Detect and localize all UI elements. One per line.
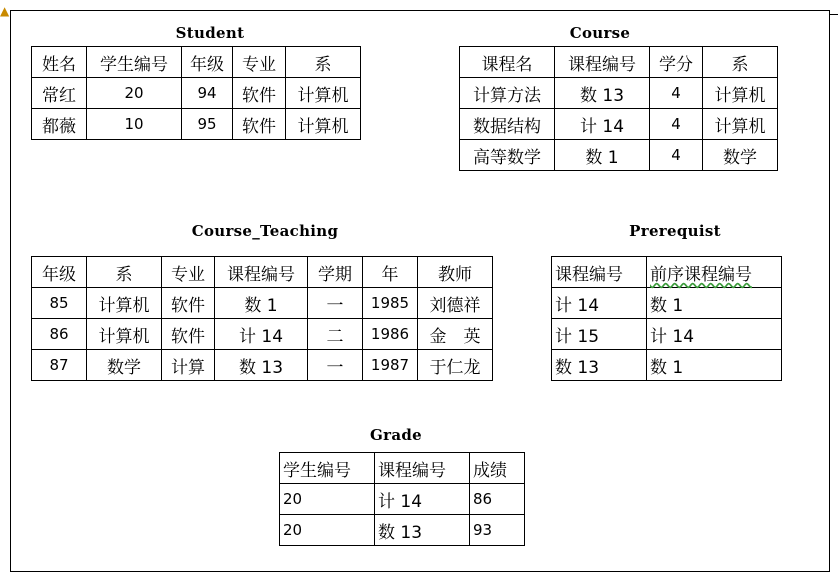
table-cell: 20 xyxy=(280,484,375,515)
table-header-cell: 年级 xyxy=(32,257,87,288)
table-row xyxy=(280,484,525,515)
course-table-title: Course xyxy=(569,24,631,42)
prerequist-table-title: Prerequist xyxy=(629,222,721,240)
table-cell: 数 13 xyxy=(215,350,308,381)
table-header-cell: 课程编号 xyxy=(555,47,650,78)
table-header-cell: 课程编号 xyxy=(552,257,647,288)
table-row xyxy=(552,319,782,350)
table-header-cell: 系 xyxy=(703,47,778,78)
table-cell: 一 xyxy=(308,288,363,319)
prerequist-table xyxy=(551,256,782,381)
table-cell: 数学 xyxy=(703,140,778,171)
table-header-cell: 年级 xyxy=(182,47,233,78)
table-cell: 计算机 xyxy=(286,109,361,140)
table-header-row xyxy=(32,47,361,78)
table-cell: 一 xyxy=(308,350,363,381)
table-cell: 计 14 xyxy=(647,319,782,350)
table-cell: 数 13 xyxy=(555,78,650,109)
table-cell: 计算机 xyxy=(703,109,778,140)
table-cell: 4 xyxy=(650,109,703,140)
table-row xyxy=(460,140,778,171)
table-header-text: 前序课程编号 xyxy=(650,264,752,285)
table-cell: 刘德祥 xyxy=(418,288,493,319)
table-header-cell: 专业 xyxy=(233,47,286,78)
table-cell: 数 13 xyxy=(552,350,647,381)
table-header-row xyxy=(552,257,782,288)
table-row xyxy=(460,78,778,109)
table-cell: 94 xyxy=(182,78,233,109)
table-header-cell: 学期 xyxy=(308,257,363,288)
table-cell: 93 xyxy=(470,515,525,546)
table-cell: 软件 xyxy=(233,109,286,140)
grade-table-title: Grade xyxy=(370,426,422,444)
table-header-cell: 教师 xyxy=(418,257,493,288)
table-row xyxy=(32,350,493,381)
table-cell: 计 14 xyxy=(555,109,650,140)
table-cell: 20 xyxy=(280,515,375,546)
table-row xyxy=(280,515,525,546)
table-header-cell: 成绩 xyxy=(470,453,525,484)
table-cell: 都薇 xyxy=(32,109,87,140)
table-cell: 4 xyxy=(650,78,703,109)
table-cell: 计 14 xyxy=(552,288,647,319)
table-cell: 20 xyxy=(87,78,182,109)
edge-marker xyxy=(830,14,838,15)
table-cell: 85 xyxy=(32,288,87,319)
table-cell: 计算机 xyxy=(286,78,361,109)
table-cell: 10 xyxy=(87,109,182,140)
table-cell: 软件 xyxy=(162,288,215,319)
table-cell: 1986 xyxy=(363,319,418,350)
table-row xyxy=(32,319,493,350)
table-cell: 二 xyxy=(308,319,363,350)
table-header-cell: 学生编号 xyxy=(87,47,182,78)
table-cell: 数 1 xyxy=(555,140,650,171)
table-cell: 计 14 xyxy=(215,319,308,350)
table-cell: 4 xyxy=(650,140,703,171)
table-header-cell: 学分 xyxy=(650,47,703,78)
course-teaching-table xyxy=(31,256,493,381)
table-row xyxy=(32,78,361,109)
table-row xyxy=(32,288,493,319)
table-cell: 计 15 xyxy=(552,319,647,350)
table-cell: 数 13 xyxy=(375,515,470,546)
table-cell: 于仁龙 xyxy=(418,350,493,381)
table-header-cell: 系 xyxy=(87,257,162,288)
table-cell: 金 英 xyxy=(418,319,493,350)
table-cell: 1985 xyxy=(363,288,418,319)
table-row xyxy=(32,109,361,140)
table-header-cell: 年 xyxy=(363,257,418,288)
table-cell: 86 xyxy=(32,319,87,350)
table-cell: 计算方法 xyxy=(460,78,555,109)
table-cell: 数 1 xyxy=(647,288,782,319)
table-cell: 软件 xyxy=(162,319,215,350)
table-header-row xyxy=(32,257,493,288)
table-header-cell xyxy=(647,257,782,288)
table-header-cell: 学生编号 xyxy=(280,453,375,484)
table-cell: 常红 xyxy=(32,78,87,109)
table-cell: 1987 xyxy=(363,350,418,381)
table-cell: 计算 xyxy=(162,350,215,381)
table-cell: 计算机 xyxy=(87,319,162,350)
table-header-cell: 系 xyxy=(286,47,361,78)
table-cell: 86 xyxy=(470,484,525,515)
table-row xyxy=(552,288,782,319)
course-teaching-table-title: Course_Teaching xyxy=(191,222,339,240)
table-header-cell: 课程名 xyxy=(460,47,555,78)
table-header-row xyxy=(460,47,778,78)
table-header-cell: 姓名 xyxy=(32,47,87,78)
grade-table xyxy=(279,452,525,546)
table-cell: 计算机 xyxy=(703,78,778,109)
table-cell: 数据结构 xyxy=(460,109,555,140)
table-cell: 计 14 xyxy=(375,484,470,515)
table-header-row xyxy=(280,453,525,484)
table-cell: 计算机 xyxy=(87,288,162,319)
table-cell: 95 xyxy=(182,109,233,140)
student-table-title: Student xyxy=(175,24,245,42)
student-table xyxy=(31,46,361,140)
table-cell: 数 1 xyxy=(647,350,782,381)
table-cell: 软件 xyxy=(233,78,286,109)
table-row xyxy=(460,109,778,140)
table-row xyxy=(552,350,782,381)
table-header-cell: 课程编号 xyxy=(215,257,308,288)
table-cell: 87 xyxy=(32,350,87,381)
corner-marker-icon: ▲ xyxy=(0,4,10,18)
table-header-cell: 专业 xyxy=(162,257,215,288)
table-cell: 数 1 xyxy=(215,288,308,319)
table-cell: 数学 xyxy=(87,350,162,381)
course-table xyxy=(459,46,778,171)
table-cell: 高等数学 xyxy=(460,140,555,171)
table-header-cell: 课程编号 xyxy=(375,453,470,484)
